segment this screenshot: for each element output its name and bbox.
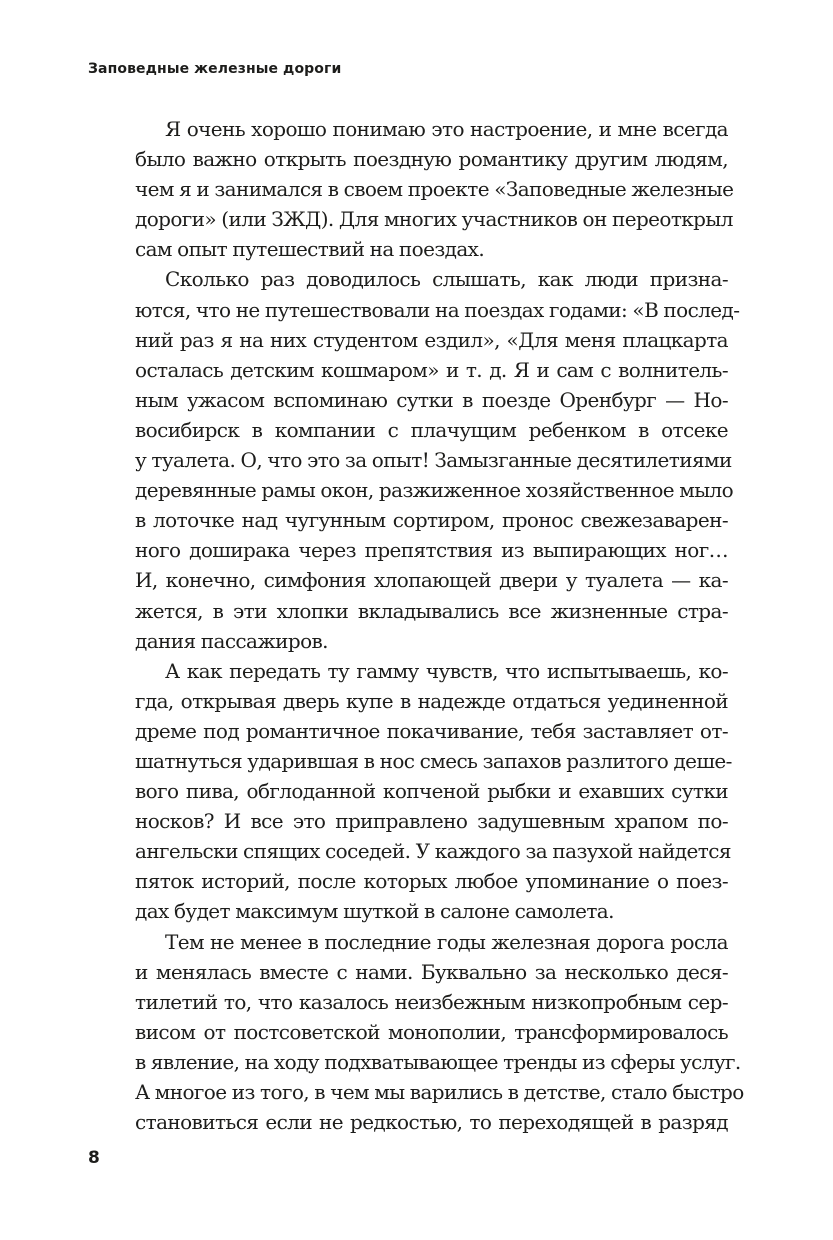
text-line: гда, открывая дверь купе в надежде отдаться уединенной bbox=[135, 688, 728, 713]
text-line: у туалета. О, что это за опыт! Замызганные десятилетиями bbox=[135, 448, 732, 473]
text-line: осталась детским кошмаром» и т. д. Я и сам с волнитель- bbox=[135, 357, 728, 382]
text-line: А как передать ту гамму чувств, что испытываешь, ко- bbox=[165, 658, 728, 683]
text-line: Я очень хорошо понимаю это настроение, и мне всегда bbox=[165, 117, 728, 141]
text-line: восибирск в компании с плачущим ребенком в отсеке bbox=[135, 417, 728, 442]
text-line: пяток историй, после которых любое упоминание о поез- bbox=[135, 869, 728, 894]
text-line: шатнуться ударившая в нос смесь запахов разлитого деше- bbox=[135, 748, 732, 773]
text-line: сам опыт путешествий на поездах. bbox=[135, 237, 485, 262]
text-line: А многое из того, в чем мы варились в детстве, стало быстро bbox=[135, 1080, 744, 1104]
text-line: ний раз я на них студентом ездил», «Для меня плацкарта bbox=[135, 327, 728, 352]
text-line: жется, в эти хлопки вкладывались все жизненные стра- bbox=[135, 598, 728, 623]
text-line: дания пассажиров. bbox=[135, 628, 328, 653]
text-line: ются, что не путешествовали на поездах годами: «В послед- bbox=[135, 297, 740, 322]
text-line: и менялась вместе с нами. Буквально за несколько деся- bbox=[135, 959, 728, 984]
text-line: И, конечно, симфония хлопающей двери у туалета — ка- bbox=[135, 568, 728, 593]
paragraph-2 bbox=[135, 264, 740, 655]
text-line: висом от постсоветской монополии, трансформировалось bbox=[135, 1019, 728, 1044]
text-line: дах будет максимум шуткой в салоне самолета. bbox=[135, 899, 614, 924]
page-number: 8 bbox=[88, 1148, 100, 1168]
text-line: чем я и занимался в своем проекте «Заповедные железные bbox=[135, 177, 734, 202]
text-line: было важно открыть поездную романтику другим людям, bbox=[135, 147, 728, 172]
text-line: дреме под романтичное покачивание, тебя заставляет от- bbox=[135, 718, 728, 743]
paragraph-4 bbox=[135, 927, 744, 1138]
text-line: дороги» (или ЗЖД). Для многих участников он переоткрыл bbox=[135, 207, 733, 232]
text-line: ного доширака через препятствия из выпирающих ног… bbox=[135, 538, 728, 563]
text-line: в явление, на ходу подхватывающее тренды из сферы услуг. bbox=[135, 1049, 741, 1074]
text-line: носков? И все это приправлено задушевным храпом по- bbox=[135, 809, 728, 834]
text-line: в лоточке над чугунным сортиром, пронос свежезаварен- bbox=[135, 508, 728, 533]
text-line: ангельски спящих соседей. У каждого за пазухой найдется bbox=[135, 839, 731, 864]
text-line: Сколько раз доводилось слышать, как люди призна- bbox=[165, 267, 728, 292]
paragraph-3 bbox=[135, 656, 732, 927]
text-line: ным ужасом вспоминаю сутки в поезде Оренбург — Но- bbox=[135, 387, 728, 412]
text-line: Тем не менее в последние годы железная дорога росла bbox=[165, 929, 728, 954]
text-line: вого пива, обглоданной копченой рыбки и ехавших сутки bbox=[135, 779, 728, 804]
text-line: деревянные рамы окон, разжиженное хозяйственное мыло bbox=[135, 478, 734, 503]
paragraph-1 bbox=[135, 114, 734, 264]
body-text bbox=[135, 114, 744, 1137]
text-line: тилетий то, что казалось неизбежным низкопробным сер- bbox=[135, 989, 728, 1014]
running-head: Заповедные железные дороги bbox=[88, 61, 342, 77]
text-line: становиться если не редкостью, то переходящей в разряд bbox=[135, 1110, 728, 1135]
